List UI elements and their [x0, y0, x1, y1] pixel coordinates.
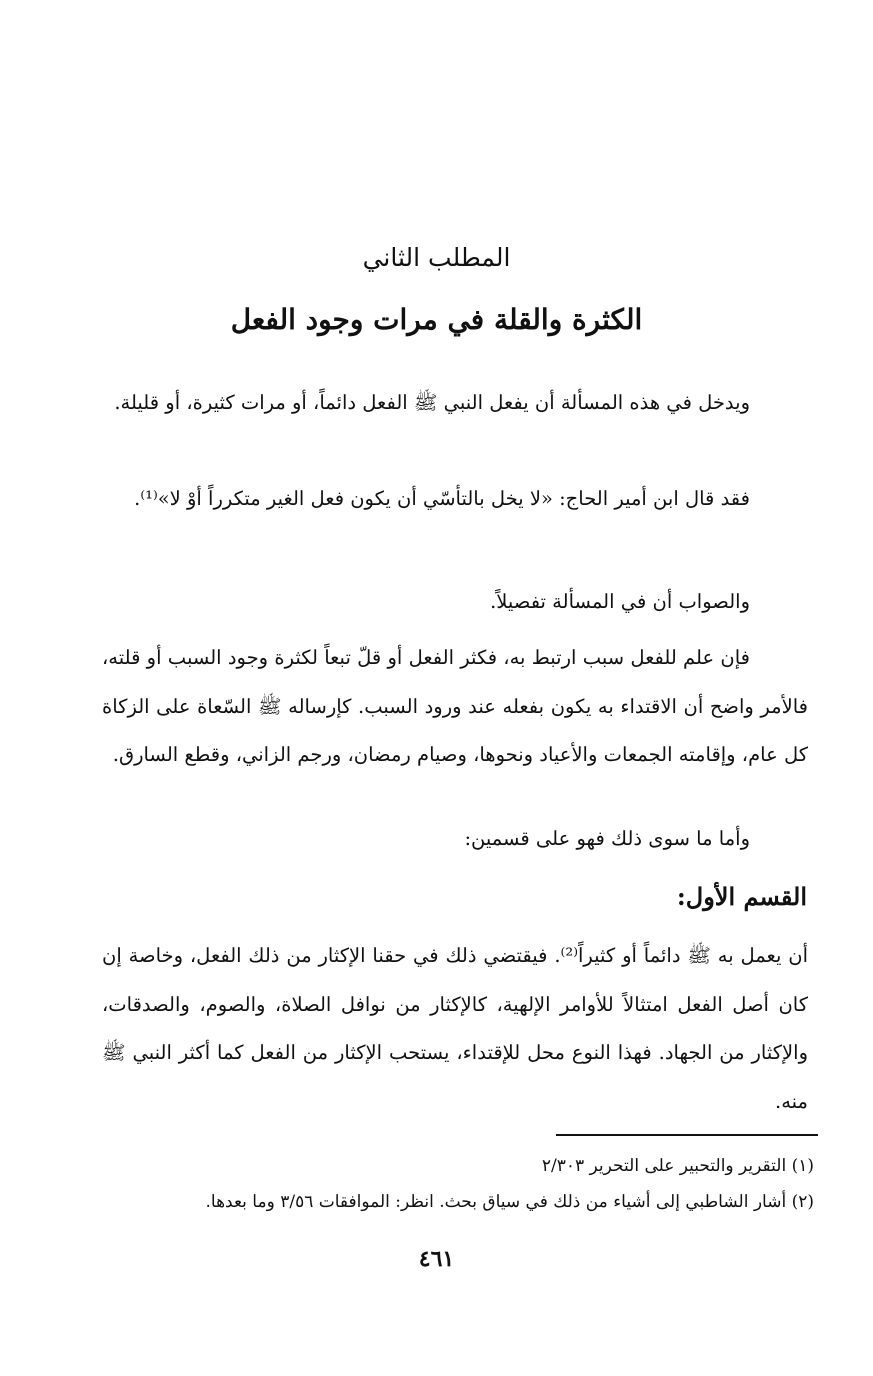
- paragraph-divisions: وأما ما سوى ذلك فهو على قسمين:: [464, 827, 750, 850]
- paragraph-correct-view: والصواب أن في المسألة تفصيلاً.: [490, 590, 750, 613]
- paragraph-intro: ويدخل في هذه المسألة أن يفعل النبي ﷺ الفعل دائماً، أو مرات كثيرة، أو قليلة.: [114, 391, 750, 414]
- paragraph-first-division: أن يعمل به ﷺ دائماً أو كثيراً⁽²⁾. فيقتضي ذلك في حقنا الإكثار من ذلك الفعل، وخاصة إن كان أصل الفعل امتثالاً للأوامر الإلهية، كالإكثار من نوافل الصلاة، والصوم، والصدقات، والإكثار من الجهاد. فهذا النوع محل للإقتداء، يستحب الإكثار من الفعل كما أكثر النبي ﷺ منه.: [102, 944, 808, 1113]
- section-title: الكثرة والقلة في مرات وجود الفعل: [230, 303, 643, 336]
- paragraph-quote: فقد قال ابن أمير الحاج: «لا يخل بالتأسّي أن يكون فعل الغير متكرراً أوْ لا»⁽¹⁾.: [134, 487, 750, 510]
- footnote-divider: [556, 1134, 818, 1136]
- first-division-heading: القسم الأول:: [676, 882, 807, 911]
- footnote-2: (٢) أشار الشاطبي إلى أشياء من ذلك في سياق بحث. انظر: الموافقات ٣/٥٦ وما بعدها.: [205, 1192, 814, 1212]
- section-subtitle: المطلب الثاني: [362, 243, 511, 272]
- paragraph-cause: فإن علم للفعل سبب ارتبط به، فكثر الفعل أو قلّ تبعاً لكثرة وجود السبب أو قلته، فالأمر واضح أن الاقتداء به يكون بفعله عند ورود السبب. كإرساله ﷺ السّعاة على الزكاة كل عام، وإقامته الجمعات والأعياد ونحوها، وصيام رمضان، ورجم الزاني، وقطع السارق.: [102, 646, 808, 766]
- footnote-1: (١) التقرير والتحبير على التحرير ٢/٣٠٣: [541, 1156, 814, 1176]
- page-number: ٤٦١: [418, 1246, 455, 1272]
